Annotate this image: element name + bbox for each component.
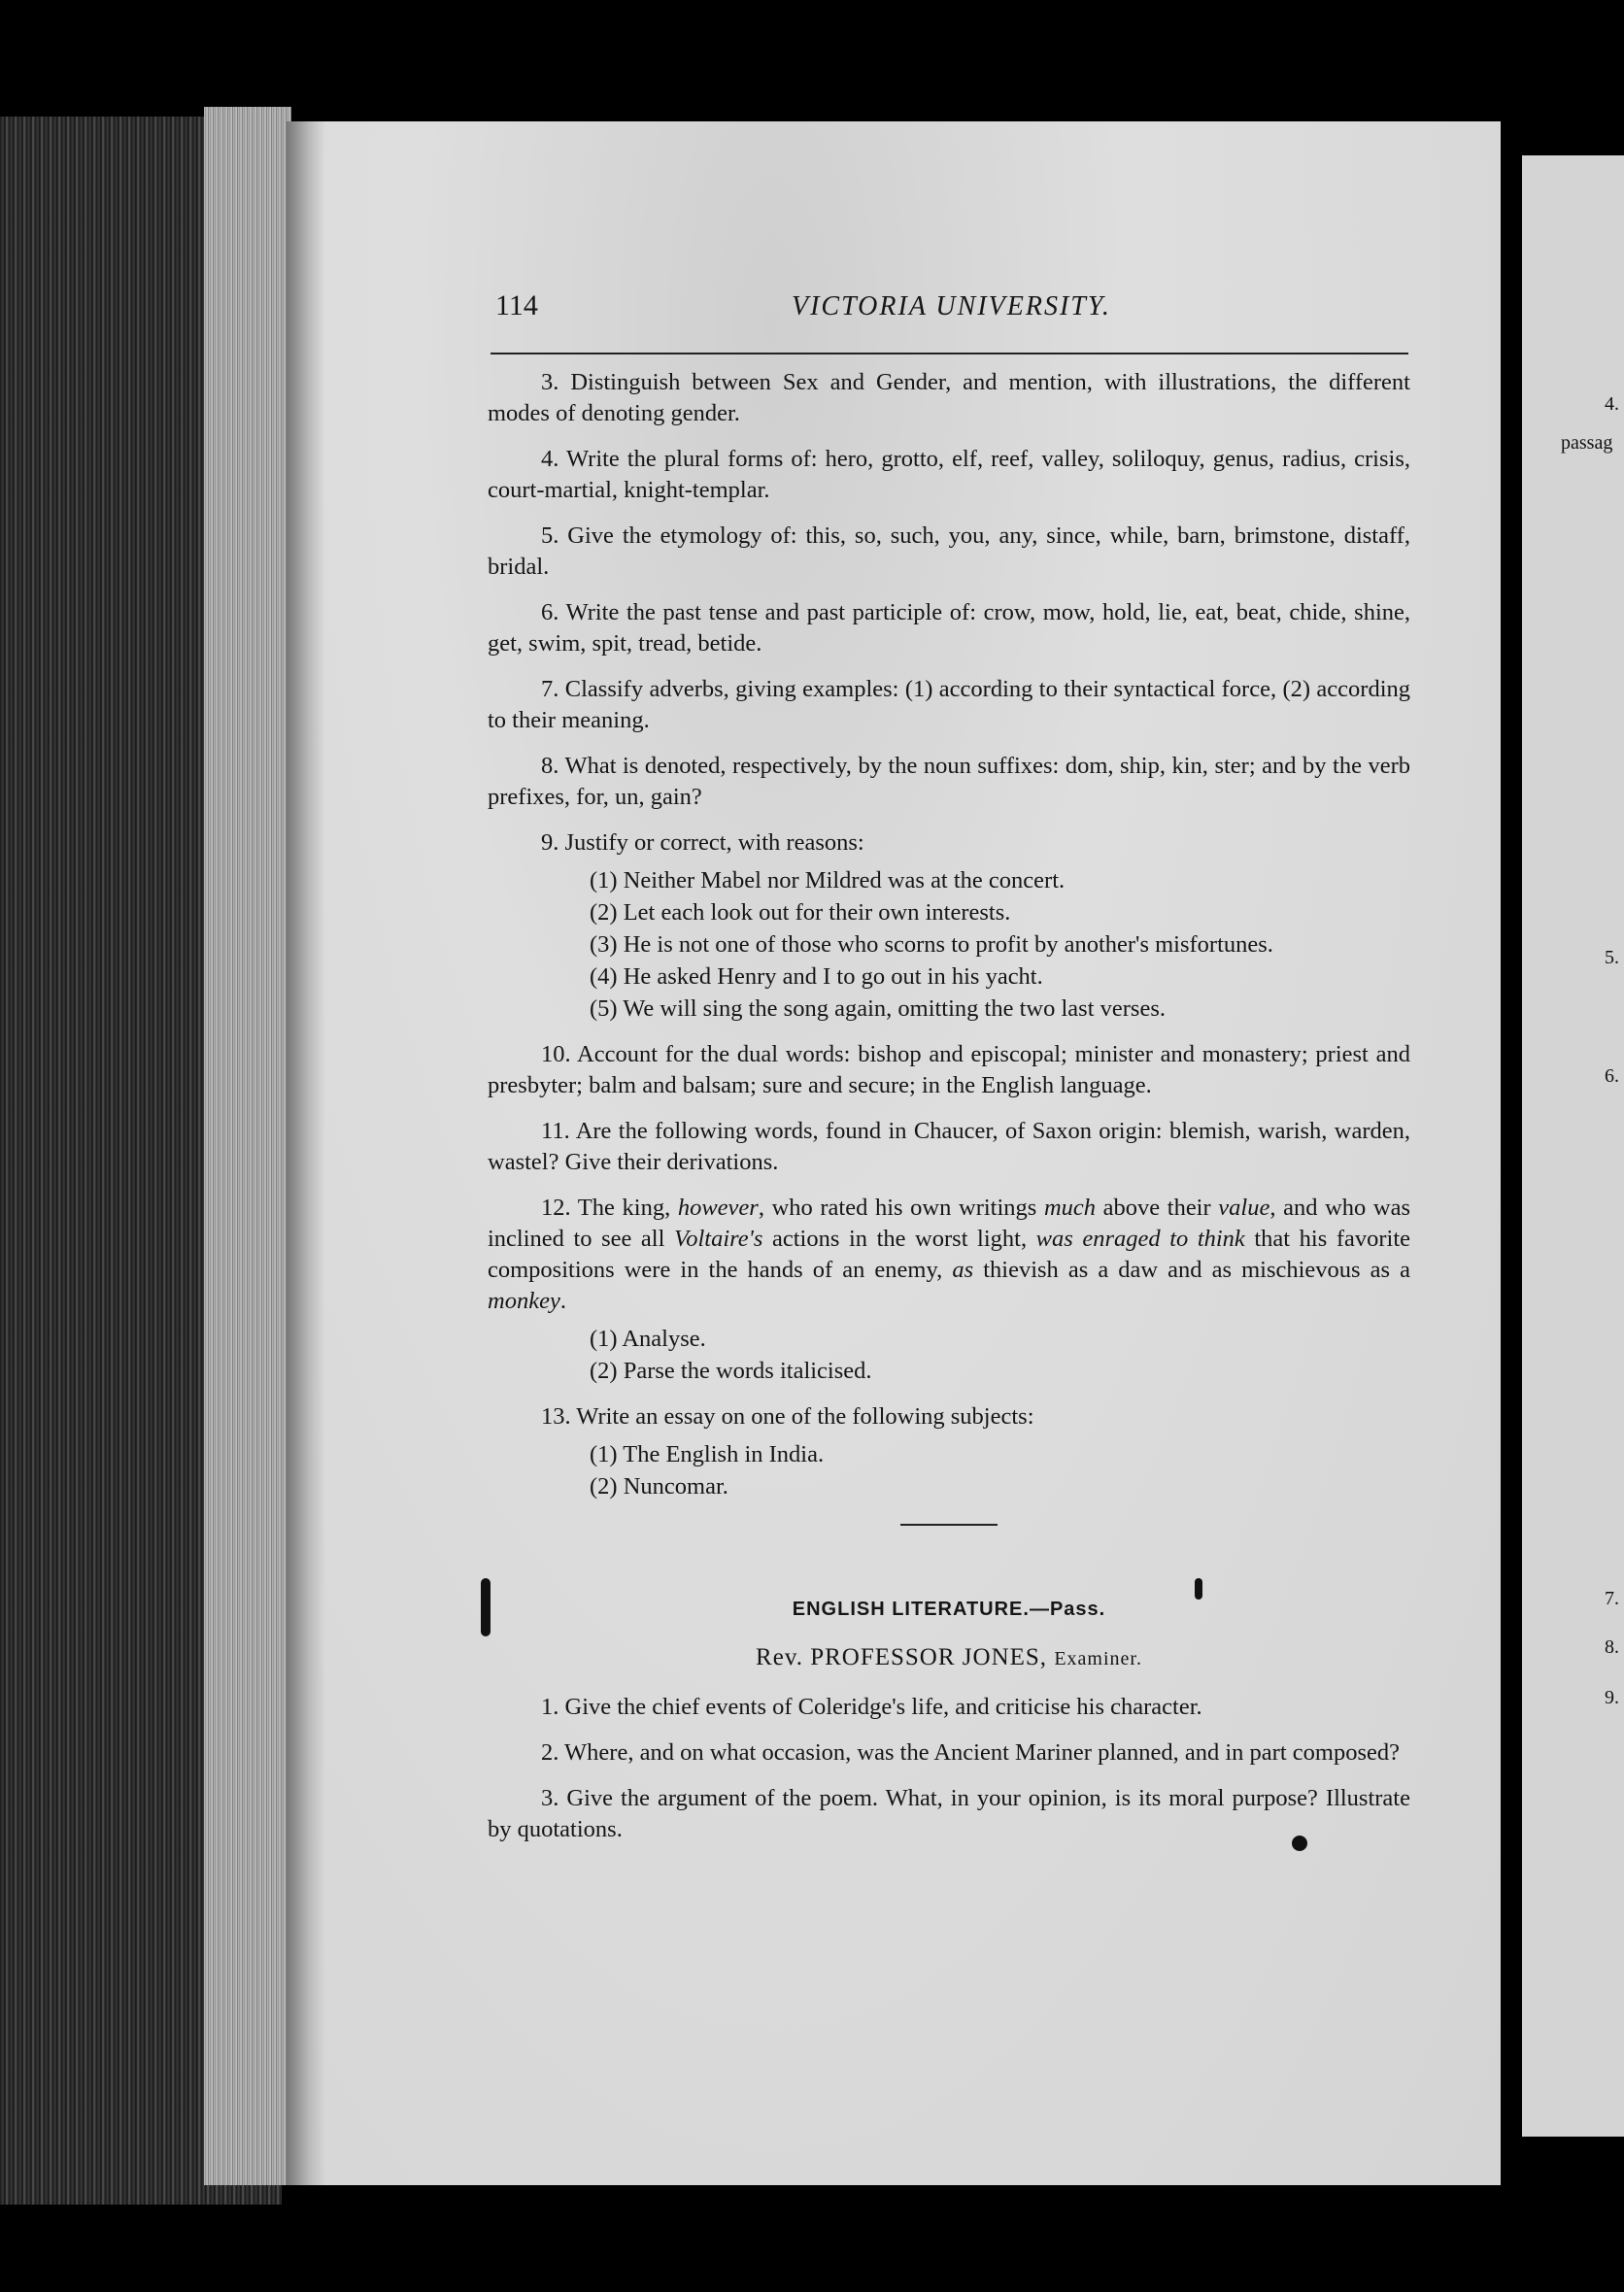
q9-item: (5) We will sing the song again, omitting the two last verses. (590, 995, 1166, 1022)
q9-item: (3) He is not one of those who scorns to profit by another's misfortunes. (590, 931, 1273, 958)
q9-item: (4) He asked Henry and I to go out in his yacht. (590, 963, 1043, 990)
literature-question: 2. Where, and on what occasion, was the Ancient Mariner planned, and in part composed? (541, 1739, 1400, 1766)
q9-list (488, 864, 1410, 1025)
q13-list (488, 1438, 1410, 1502)
q9-item: (2) Let each look out for their own interests. (590, 899, 1011, 926)
question: 4. Write the plural forms of: hero, grotto, elf, reef, valley, soliloquy, genus, radius, crisis, court-martial, knight-templar. (488, 446, 1410, 503)
ink-blot (1292, 1836, 1307, 1851)
question: 9. Justify or correct, with reasons: (541, 829, 864, 856)
section-divider (900, 1524, 998, 1526)
page-number: 114 (495, 289, 538, 321)
page-gutter-shadow (287, 121, 325, 2185)
q9-item: (1) Neither Mabel nor Mildred was at the concert. (590, 867, 1066, 893)
adjacent-page-fragment: 9. (1605, 1687, 1619, 1708)
question: 3. Distinguish between Sex and Gender, and mention, with illustrations, the different modes of denoting gender. (488, 369, 1410, 426)
adjacent-page-fragment: 5. (1605, 947, 1619, 968)
q12-item: (1) Analyse. (590, 1326, 706, 1352)
ink-blot (481, 1578, 491, 1636)
question-12: 12. The king, however, who rated his own writings much above their value, and who was inclined to see all Voltaire's actions in the worst light, was enraged to think that his favorite compositions were in the hands of an enemy, as thievish as a daw and as mischievous as a monkey. (488, 1195, 1411, 1314)
page-body (488, 367, 1410, 1860)
question: 7. Classify adverbs, giving examples: (1) according to their syntactical force, (2) according to their meaning. (488, 676, 1410, 733)
question: 6. Write the past tense and past participle of: crow, mow, hold, lie, eat, beat, chide, shine, get, swim, spit, tread, betide. (488, 599, 1410, 657)
question: 8. What is denoted, respectively, by the noun suffixes: dom, ship, kin, ster; and by the verb prefixes, for, un, gain? (488, 753, 1410, 810)
literature-question: 1. Give the chief events of Coleridge's life, and criticise his character. (541, 1694, 1202, 1720)
question: 10. Account for the dual words: bishop and episcopal; minister and monastery; priest and presbyter; balm and balsam; sure and secure; in the English language. (488, 1041, 1410, 1098)
adjacent-page-fragment: 7. (1605, 1588, 1619, 1609)
adjacent-page-fragment: 8. (1605, 1636, 1619, 1658)
question: 5. Give the etymology of: this, so, such, you, any, since, while, barn, brimstone, distaff, bridal. (488, 522, 1410, 580)
header-rule (491, 353, 1408, 354)
q13-item: (2) Nuncomar. (590, 1473, 728, 1500)
adjacent-page-fragment: passag (1561, 432, 1613, 454)
running-title: VICTORIA UNIVERSITY. (792, 291, 1111, 321)
section-title: ENGLISH LITERATURE.—Pass. (792, 1599, 1106, 1620)
section-examiner: Rev. PROFESSOR JONES, Examiner. (756, 1644, 1142, 1670)
question: 11. Are the following words, found in Chaucer, of Saxon origin: blemish, warish, warden, wastel? Give their derivations. (488, 1118, 1410, 1175)
q13-item: (1) The English in India. (590, 1441, 825, 1467)
ink-blot (1195, 1578, 1202, 1600)
book-page-edges-light (204, 107, 291, 2185)
adjacent-page-fragment: 6. (1605, 1065, 1619, 1087)
q12-list (488, 1323, 1410, 1387)
literature-question: 3. Give the argument of the poem. What, in your opinion, is its moral purpose? Illustrate by quotations. (488, 1785, 1410, 1842)
question: 13. Write an essay on one of the following subjects: (541, 1403, 1034, 1430)
adjacent-page-fragment: 4. (1605, 393, 1619, 415)
q12-item: (2) Parse the words italicised. (590, 1358, 872, 1384)
